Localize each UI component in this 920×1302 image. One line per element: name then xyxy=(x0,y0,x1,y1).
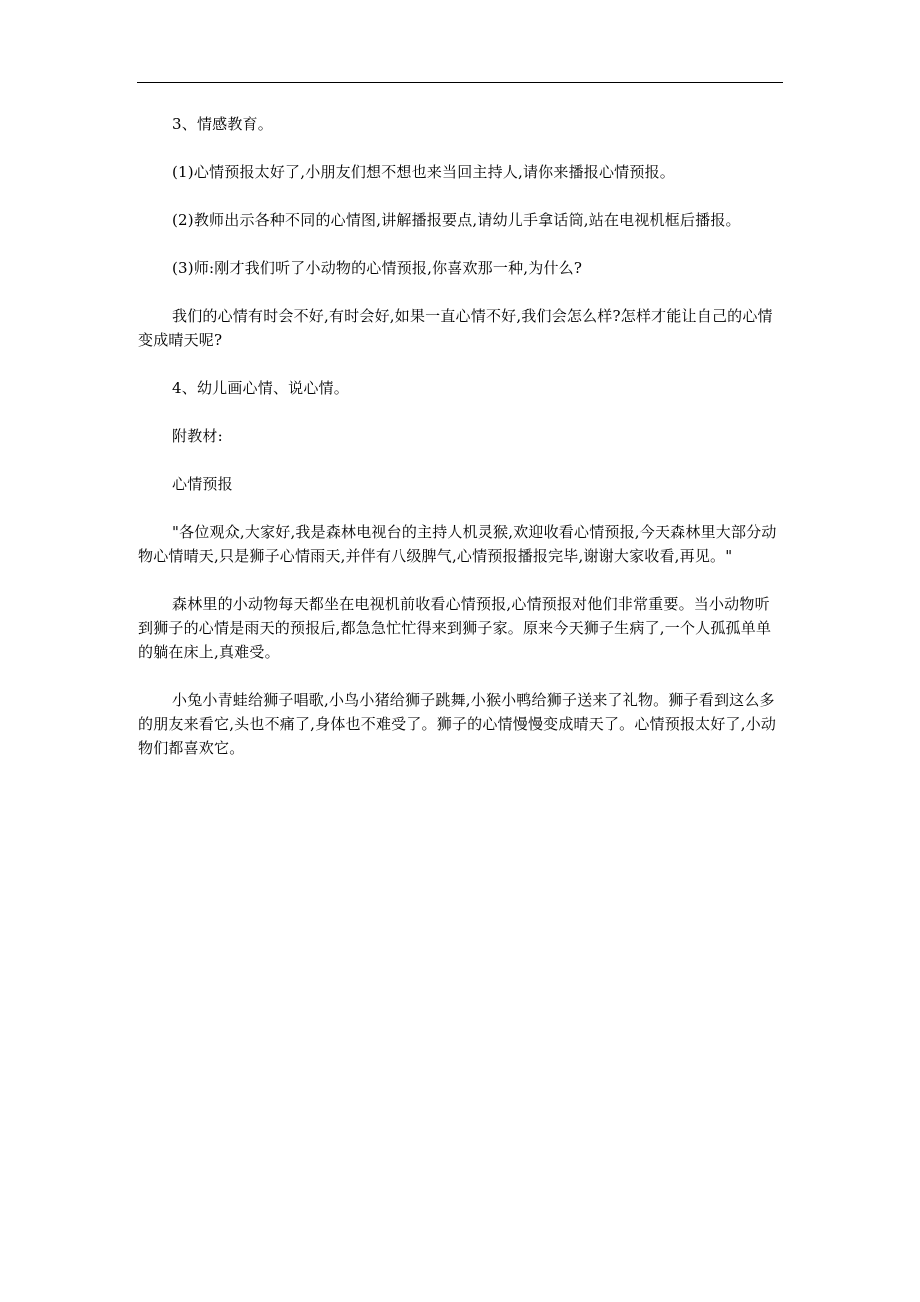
story-paragraph-broadcast: "各位观众,大家好,我是森林电视台的主持人机灵猴,欢迎收看心情预报,今天森林里大部分动物心情晴天,只是狮子心情雨天,并伴有八级脾气,心情预报播报完毕,谢谢大家收看,再见。" xyxy=(138,523,777,565)
story-paragraph-friends: 小兔小青蛙给狮子唱歌,小鸟小猪给狮子跳舞,小猴小鸭给狮子送来了礼物。狮子看到这么多的朋友来看它,头也不痛了,身体也不难受了。狮子的心情慢慢变成晴天了。心情预报太好了,小动物们都喜欢它。 xyxy=(138,691,777,757)
paragraph-step-1: (1)心情预报太好了,小朋友们想不想也来当回主持人,请你来播报心情预报。 xyxy=(172,163,675,181)
paragraph-mood-question: 我们的心情有时会不好,有时会好,如果一直心情不好,我们会怎么样?怎样才能让自己的心情变成晴天呢? xyxy=(138,307,773,349)
appendix-label: 附教材: xyxy=(172,427,223,445)
section-heading-emotion-education: 3、情感教育。 xyxy=(172,115,273,133)
paragraph-step-3: (3)师:刚才我们听了小动物的心情预报,你喜欢那一种,为什么? xyxy=(172,259,583,277)
document-body xyxy=(138,112,784,784)
story-title: 心情预报 xyxy=(172,475,233,493)
story-paragraph-lion-sick: 森林里的小动物每天都坐在电视机前收看心情预报,心情预报对他们非常重要。当小动物听到狮子的心情是雨天的预报后,都急急忙忙得来到狮子家。原来今天狮子生病了,一个人孤孤单单的躺在床上,真难受。 xyxy=(138,595,772,661)
section-heading-draw-mood: 4、幼儿画心情、说心情。 xyxy=(172,379,349,397)
header-rule xyxy=(137,82,783,83)
paragraph-step-2: (2)教师出示各种不同的心情图,讲解播报要点,请幼儿手拿话筒,站在电视机框后播报。 xyxy=(172,211,741,229)
